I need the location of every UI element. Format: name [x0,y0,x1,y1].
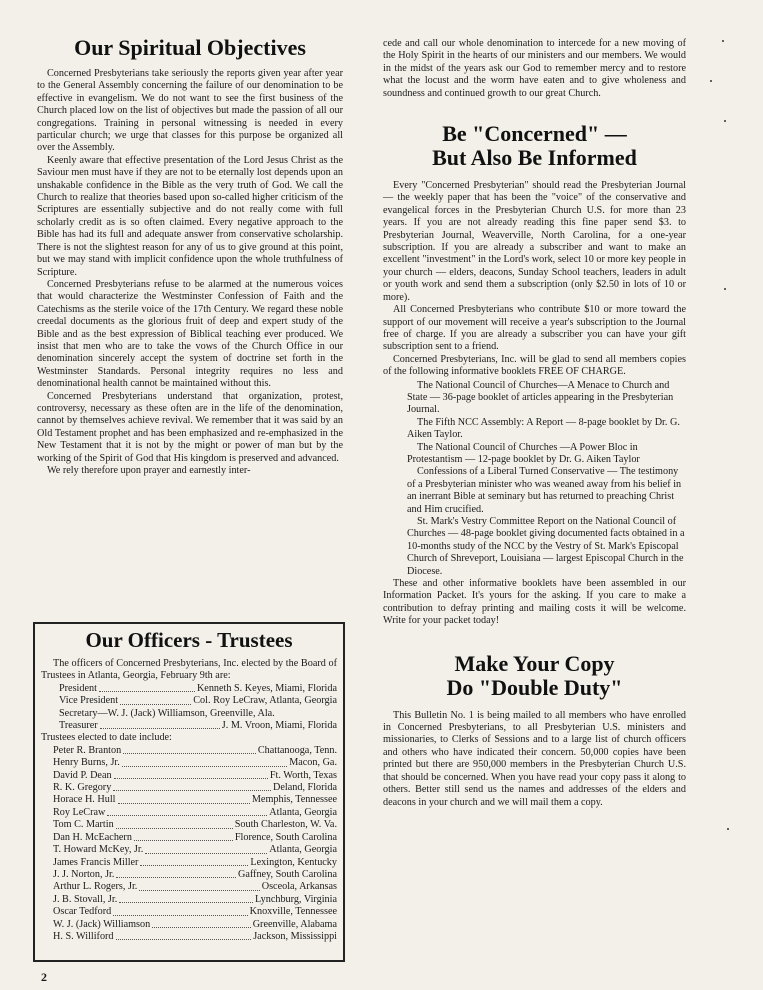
objectives-paragraph-5 [37,465,343,477]
trustee-name: W. J. (Jack) Williamson [53,918,151,930]
officers-list [41,683,337,733]
informed-closing: These and other informative booklets have been assembled in our Information Packet. It's yours for the asking. If you care to make a contribution to defray printing and mailing costs it will be welcome. Write for your packet today! [383,578,686,627]
officer-role: Treasurer [59,720,98,732]
trustee-name: R. K. Gregory [53,782,112,794]
informed-paragraph-3: Concerned Presbyterians, Inc. will be glad to send all members copies of the following informative booklets FREE OF CHARGE. [383,353,686,378]
dot-leader [140,857,248,866]
trustee-name: Horace H. Hull [53,794,116,806]
booklet-list [383,380,686,579]
officer-role: President [59,682,97,694]
dot-leader [118,794,250,803]
paper-speck [724,288,726,290]
trustee-place: Gaffney, South Carolina [237,868,337,880]
trustees-list [41,745,337,944]
dot-leader [120,695,191,704]
trustee-place: Osceola, Arkansas [261,881,337,893]
dot-leader [116,931,252,940]
objectives-continuation [383,38,686,100]
trustee-place: Lexington, Kentucky [250,856,337,868]
objectives-continuation-text: cede and call our whole denomination to intercede for a new moving of the Holy Spirit in the hearts of our ministers and our members. We would in the midst of the years ask our God to remember mercy and to restore what the locust and the worm have eaten and to give wholeness and soundness and continued growth to our great Church. [383,38,686,99]
trustee-place: Chattanooga, Tenn. [257,744,337,756]
dot-leader [114,770,268,779]
objectives-body [37,68,343,477]
objectives-paragraph-1 [37,68,343,155]
officer-name: Kenneth S. Keyes, Miami, Florida [196,682,337,694]
trustee-name: H. S. Williford [53,930,114,942]
officers-headline: Our Officers - Trustees [85,628,293,652]
objectives-paragraph-5-text: We rely therefore upon prayer and earnestly inter- [47,465,251,476]
trustee-row [41,807,337,819]
objectives-paragraph-3-text: Concerned Presbyterians refuse to be alarmed at the numerous voices that would characterize the Westminster Confession of Faith and the Catechisms as the sterile voice of the 17th Century. We regard these noble creedal documents as the glorious fruit of deep and expert study of the Bible and as the best expression of Biblical teaching ever produced. We insist that men who are to take the vows of the Church Office in our denomination sincerely accept the system of doctrine set forth in the Westminster Standards. Personal integrity requires no less and denominational health cannot be maintained without this. [37,278,343,390]
trustee-row [41,844,337,856]
paper-speck [724,120,726,122]
officer-name: Col. Roy LeCraw, Atlanta, Georgia [193,695,337,707]
booklet-item: St. Mark's Vestry Committee Report on the National Council of Churches — 48-page booklet giving documented facts obtained in a 10-months study of the NCC by the Vestry of St. Mark's Episcopal Church of Shreveport, Louisiana — largest Episcopal Church in the Diocese. [407,516,685,577]
dot-leader [116,869,236,878]
trustee-name: Henry Burns, Jr. [53,757,120,769]
right-column [383,38,686,809]
trustee-place: Knoxville, Tennessee [249,906,337,918]
paper-speck [722,40,724,42]
informed-headline-line-2: But Also Be Informed [432,145,637,171]
trustee-row [41,931,337,943]
trustee-row [41,894,337,906]
double-duty-body [383,710,686,809]
double-duty-headline [383,652,686,700]
trustee-place: South Charleston, W. Va. [234,819,337,831]
trustee-name: Roy LeCraw [53,806,106,818]
trustee-row [41,794,337,806]
dot-leader [139,881,259,890]
dot-leader [107,807,267,816]
officer-name: J. M. Vroon, Miami, Florida [221,720,337,732]
objectives-headline: Our Spiritual Objectives [74,35,306,60]
trustee-place: Greenville, Alabama [252,918,337,930]
officer-row [41,720,337,732]
trustee-place: Jackson, Mississippi [253,930,337,942]
trustee-place: Lynchburg, Virginia [254,893,337,905]
officers-trustees-box [33,622,345,962]
dot-leader [119,894,253,903]
trustee-row [41,832,337,844]
trustee-name: Oscar Tedford [53,906,112,918]
objectives-paragraph-1-text: Concerned Presbyterians take seriously the reports given year after year to the General Assembly concerning the failure of our denomination to be effective in evangelism. We do not want to see the first business of the Church placed low on the list of objectives but made the passion of all our congregations. Training in personal witnessing is needed in every particular church; we urge that classes for this purpose be organized all over the Assembly. [37,68,343,154]
officer-row [41,695,337,707]
officer-row [41,708,337,720]
objectives-paragraph-4 [37,391,343,465]
trustee-name: J. B. Stovall, Jr. [53,893,118,905]
dot-leader [116,819,233,828]
booklet-item: The National Council of Churches —A Power Bloc in Protestantism — 12-page booklet by Dr. G. Aiken Taylor [407,441,640,465]
officer-role: Vice President [59,695,119,707]
trustee-name: J. J. Norton, Jr. [53,868,115,880]
dot-leader [152,919,250,928]
trustee-place: Atlanta, Georgia [269,806,337,818]
trustee-row [41,782,337,794]
officers-intro: The officers of Concerned Presbyterians, Inc. elected by the Board of Trustees in Atlanta, Georgia, February 9th are: [41,658,337,682]
objectives-paragraph-4-text: Concerned Presbyterians understand that organization, protest, controversy, necessary as these often are in the life of the denomination, cannot by themselves achieve revival. We remember that it was said by an Old Testament prophet and has been emphasized and re-emphasized in the New Testament that it is not by the might or power of man but by the working of the Spirit of God that His kingdom is preserved and advanced. [37,390,343,464]
paper-speck [727,828,729,830]
booklet-item: The Fifth NCC Assembly: A Report — 8-page booklet by Dr. G. Aiken Taylor. [407,416,680,441]
objectives-paragraph-3 [37,279,343,391]
trustee-row [41,919,337,931]
trustee-row [41,745,337,757]
dot-leader [134,832,233,841]
booklet-item: Confessions of a Liberal Turned Conservative — The testimony of a Presbyterian minister who was weaned away from his belief in an inerrant Bible at seminary but has returned to preaching Christ and Him crucified. [407,466,682,515]
trustee-row [41,757,337,769]
trustee-row [41,819,337,831]
trustee-row [41,869,337,881]
dot-leader [123,745,256,754]
trustee-name: T. Howard McKey, Jr. [53,844,144,856]
informed-paragraph-1: Every "Concerned Presbyterian" should read the Presbyterian Journal — the weekly paper that has been the "voice" of the conservative and evangelical forces in the Presbyterian Church U.S. for more than 23 years. If you are not already reading this fine paper send $3. to Presbyterian Journal, Weaverville, North Carolina, for a one-year subscription. If you are already a subscriber and want to make an excellent "investment" in the Lord's work, select 10 or more key people in your church — elders, deacons, Sunday School teachers, leaders in adult or youth work and send them a subscription (only $2.50 in lots of 10 or more). [383,180,686,303]
trustee-row [41,857,337,869]
trustee-row [41,906,337,918]
trustee-place: Atlanta, Georgia [269,844,337,856]
double-duty-paragraph: This Bulletin No. 1 is being mailed to all members who have enrolled in Concerned Presbyterians, to all Presbyterian U.S. ministers and missionaries, to Clerks of Sessions and to a large list of church officers and others who have indicated their concern. 50,000 copies have been printed but there are 950,000 members in the Presbyterian Church U.S. that should be concerned. When you have read your copy pass it along to others. Better still send us the names and addresses of the elders and deacons in your church and we will mail them a copy. [383,709,686,808]
trustee-name: Tom C. Martin [53,819,114,831]
trustee-place: Macon, Ga. [289,757,337,769]
trustee-name: Dan H. McEachern [53,831,132,843]
informed-headline-line-1: Be "Concerned" — [442,121,627,147]
trustees-label: Trustees elected to date include: [41,732,172,744]
double-duty-headline-line-2: Do "Double Duty" [446,674,623,700]
trustee-name: Peter R. Branton [53,744,122,756]
trustee-place: Florence, South Carolina [234,831,337,843]
page-number: 2 [41,970,47,984]
trustee-row [41,770,337,782]
dot-leader [122,757,287,766]
objectives-paragraph-2-text: Keenly aware that effective presentation of the Lord Jesus Christ as the Saviour men must have if they are not to be eternally lost depends upon an unshakable confidence in the Bible as the very truth of God. We call the Church to realize that theories based upon so-called higher criticism of the Scriptures are essentially subjective and do not really come with full scholarly credit as is so often claimed. Every negative approach to the Bible has had its full and adequate answer from conservative scholarship. There is not the slightest reason for any of us to give ground at this point, but we may stand with implicit confidence upon the whole truthfulness of Scripture. [37,154,343,278]
booklet-item: The National Council of Churches—A Menace to Church and State — 36-page booklet of articles appearing in the Presbyterian Journal. [407,379,674,416]
objectives-paragraph-2 [37,155,343,279]
dot-leader [99,683,195,692]
paper-speck [710,80,712,82]
dot-leader [100,720,220,729]
informed-body [383,180,686,628]
dot-leader [113,782,271,791]
officer-role: Secretary—W. J. (Jack) Williamson, Greenville, Ala. [59,707,275,719]
trustee-name: Arthur L. Rogers, Jr. [53,881,138,893]
informed-paragraph-2: All Concerned Presbyterians who contribute $10 or more toward the support of our movement will receive a year's subscription to the Journal free of charge. If you are already a subscriber you can have your gift subscription sent to a friend. [383,304,686,353]
dot-leader [145,844,267,853]
trustee-place: Memphis, Tennessee [251,794,337,806]
trustee-place: Ft. Worth, Texas [269,769,337,781]
dot-leader [113,906,247,915]
left-column [37,36,343,477]
informed-headline [383,122,686,170]
trustee-name: David P. Dean [53,769,112,781]
trustee-name: James Francis Miller [53,856,139,868]
officer-row [41,683,337,695]
trustee-row [41,881,337,893]
trustee-place: Deland, Florida [273,782,337,794]
double-duty-headline-line-1: Make Your Copy [454,650,615,676]
